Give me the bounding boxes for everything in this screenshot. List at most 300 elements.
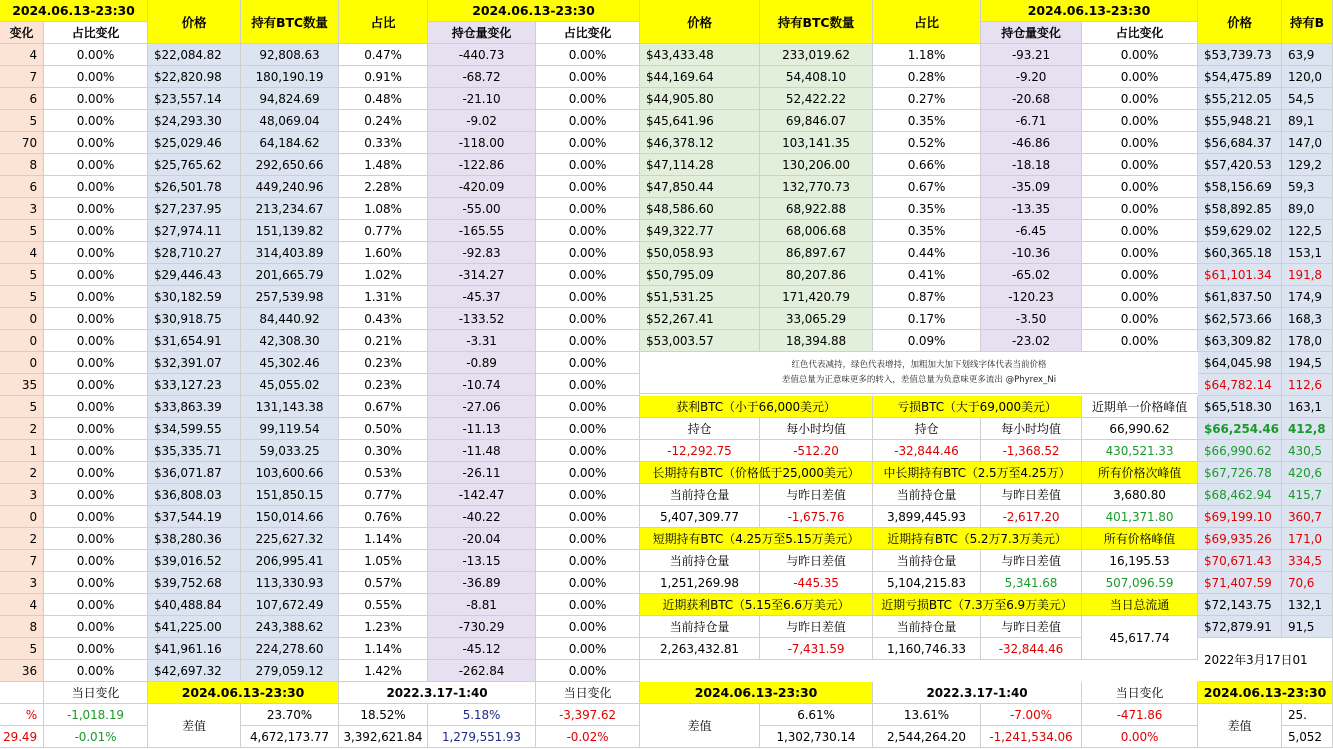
summary-value: 16,195.53	[1082, 550, 1198, 572]
price-cell: $39,016.52	[148, 550, 241, 572]
change-cell: -21.10	[428, 88, 536, 110]
header-pos-change: 持仓量变化	[981, 22, 1082, 44]
qty-cell: 45,302.46	[241, 352, 339, 374]
summary-value: -1,368.52	[981, 440, 1082, 462]
bottom-value: -1,018.19	[44, 704, 148, 726]
table-cell: 0.00%	[44, 264, 148, 286]
qty-cell: 86,897.67	[760, 242, 873, 264]
ratio-change-cell: 0.00%	[536, 198, 640, 220]
summary-value: -445.35	[760, 572, 873, 594]
summary-header: 获利BTC（小于66,000美元）	[640, 396, 873, 418]
change-cell: -45.12	[428, 638, 536, 660]
price-cell: $38,280.36	[148, 528, 241, 550]
table-cell: 0.00%	[44, 462, 148, 484]
qty-cell: 191,8	[1282, 264, 1333, 286]
summary-value: -512.20	[760, 440, 873, 462]
qty-cell: 112,6	[1282, 374, 1333, 396]
change-cell: -26.11	[428, 462, 536, 484]
qty-cell: 449,240.96	[241, 176, 339, 198]
table-cell: 0.00%	[44, 220, 148, 242]
summary-value: -12,292.75	[640, 440, 760, 462]
change-cell: -11.13	[428, 418, 536, 440]
bottom-value: 6.61%	[760, 704, 873, 726]
ratio-change-cell: 0.00%	[536, 154, 640, 176]
header-btc-qty: 持有B	[1282, 0, 1333, 44]
ratio-change-cell: 0.00%	[1082, 264, 1198, 286]
ratio-change-cell: 0.00%	[536, 88, 640, 110]
ratio-change-cell: 0.00%	[536, 418, 640, 440]
price-cell: $33,127.23	[148, 374, 241, 396]
ratio-change-cell: 0.00%	[1082, 198, 1198, 220]
change-cell: -18.18	[981, 154, 1082, 176]
table-cell: 0	[0, 308, 44, 330]
qty-cell: 147,0	[1282, 132, 1333, 154]
ratio-change-cell: 0.00%	[536, 616, 640, 638]
price-cell: $22,084.82	[148, 44, 241, 66]
change-cell: -6.45	[981, 220, 1082, 242]
price-cell: $43,433.48	[640, 44, 760, 66]
price-cell: $64,045.98	[1198, 352, 1282, 374]
ratio-cell: 0.52%	[873, 132, 981, 154]
summary-header: 长期持有BTC（价格低于25,000美元）	[640, 462, 873, 484]
summary-label: 持仓	[873, 418, 981, 440]
price-cell: $56,684.37	[1198, 132, 1282, 154]
summary-header: 所有价格次峰值	[1082, 462, 1198, 484]
price-cell: $67,726.78	[1198, 462, 1282, 484]
ratio-cell: 0.27%	[873, 88, 981, 110]
ratio-cell: 0.23%	[339, 374, 428, 396]
table-cell: 0.00%	[44, 550, 148, 572]
qty-cell: 174,9	[1282, 286, 1333, 308]
ratio-change-cell: 0.00%	[536, 132, 640, 154]
legend-note	[640, 352, 1198, 394]
table-cell: 4	[0, 44, 44, 66]
price-cell: $42,697.32	[148, 660, 241, 682]
qty-cell: 314,403.89	[241, 242, 339, 264]
qty-cell: 59,033.25	[241, 440, 339, 462]
price-cell: $53,003.57	[640, 330, 760, 352]
ratio-change-cell: 0.00%	[536, 264, 640, 286]
qty-cell: 129,2	[1282, 154, 1333, 176]
ratio-cell: 0.43%	[339, 308, 428, 330]
table-cell: 0.00%	[44, 352, 148, 374]
bottom-value: 23.70%	[241, 704, 339, 726]
note-line: 红色代表减持，绿色代表增持，加粗加大加下划线字体代表当前价格	[791, 360, 1047, 370]
table-cell: 0.00%	[44, 198, 148, 220]
summary-header: 中长期持有BTC（2.5万至4.25万）	[873, 462, 1082, 484]
qty-cell: 84,440.92	[241, 308, 339, 330]
summary-label: 每小时均值	[760, 418, 873, 440]
change-cell: -13.15	[428, 550, 536, 572]
header-btc-qty: 持有BTC数量	[241, 0, 339, 44]
price-cell: $70,671.43	[1198, 550, 1282, 572]
ratio-cell: 0.17%	[873, 308, 981, 330]
table-cell: 70	[0, 132, 44, 154]
table-cell: 0.00%	[44, 418, 148, 440]
change-cell: -9.20	[981, 66, 1082, 88]
qty-cell: 225,627.32	[241, 528, 339, 550]
table-cell: 2	[0, 462, 44, 484]
ratio-cell: 1.02%	[339, 264, 428, 286]
change-cell: -65.02	[981, 264, 1082, 286]
price-cell: $47,114.28	[640, 154, 760, 176]
ratio-cell: 0.44%	[873, 242, 981, 264]
header-ratio-change: 占比变化	[536, 22, 640, 44]
table-cell: 7	[0, 550, 44, 572]
qty-cell: 68,922.88	[760, 198, 873, 220]
ratio-change-cell: 0.00%	[536, 176, 640, 198]
table-cell: 6	[0, 88, 44, 110]
price-cell: $25,765.62	[148, 154, 241, 176]
qty-cell: 132,770.73	[760, 176, 873, 198]
price-cell: $26,501.78	[148, 176, 241, 198]
ratio-change-cell: 0.00%	[536, 594, 640, 616]
price-cell: $31,654.91	[148, 330, 241, 352]
ratio-change-cell: 0.00%	[1082, 308, 1198, 330]
summary-value: 45,617.74	[1082, 616, 1198, 660]
price-cell: $46,378.12	[640, 132, 760, 154]
bottom-value: -1,241,534.06	[981, 726, 1082, 748]
change-cell: -118.00	[428, 132, 536, 154]
summary-value: 401,371.80	[1082, 506, 1198, 528]
table-cell: 0.00%	[44, 484, 148, 506]
table-cell: 0.00%	[44, 616, 148, 638]
table-cell: 7	[0, 66, 44, 88]
qty-cell: 360,7	[1282, 506, 1333, 528]
price-cell: $66,254.46	[1198, 418, 1282, 440]
bottom-value: 13.61%	[873, 704, 981, 726]
ratio-cell: 0.35%	[873, 110, 981, 132]
ratio-cell: 1.31%	[339, 286, 428, 308]
qty-cell: 430,5	[1282, 440, 1333, 462]
change-cell: -93.21	[981, 44, 1082, 66]
ratio-change-cell: 0.00%	[536, 484, 640, 506]
qty-cell: 89,0	[1282, 198, 1333, 220]
table-cell: 0.00%	[44, 132, 148, 154]
summary-value: -7,431.59	[760, 638, 873, 660]
change-cell: -440.73	[428, 44, 536, 66]
qty-cell: 178,0	[1282, 330, 1333, 352]
change-cell: -45.37	[428, 286, 536, 308]
change-cell: -55.00	[428, 198, 536, 220]
qty-cell: 415,7	[1282, 484, 1333, 506]
ratio-cell: 0.24%	[339, 110, 428, 132]
qty-cell: 94,824.69	[241, 88, 339, 110]
ratio-change-cell: 0.00%	[536, 220, 640, 242]
qty-cell: 18,394.88	[760, 330, 873, 352]
table-cell: 4	[0, 594, 44, 616]
diff-label: 差值	[148, 704, 241, 748]
summary-value: 1,251,269.98	[640, 572, 760, 594]
price-cell: $61,101.34	[1198, 264, 1282, 286]
ratio-cell: 0.35%	[873, 220, 981, 242]
ratio-change-cell: 0.00%	[1082, 220, 1198, 242]
qty-cell: 163,1	[1282, 396, 1333, 418]
header-price: 价格	[148, 0, 241, 44]
ratio-change-cell: 0.00%	[536, 330, 640, 352]
table-cell: 0	[0, 330, 44, 352]
qty-cell: 233,019.62	[760, 44, 873, 66]
qty-cell: 70,6	[1282, 572, 1333, 594]
change-cell: -133.52	[428, 308, 536, 330]
price-cell: $68,462.94	[1198, 484, 1282, 506]
ratio-change-cell: 0.00%	[536, 286, 640, 308]
table-cell: 8	[0, 616, 44, 638]
table-cell: 5	[0, 396, 44, 418]
header-pos-change: 持仓量变化	[428, 22, 536, 44]
table-cell: 0.00%	[44, 572, 148, 594]
table-cell: 36	[0, 660, 44, 682]
table-cell: 0	[0, 352, 44, 374]
bottom-value: 25.	[1282, 704, 1333, 726]
ratio-cell: 0.48%	[339, 88, 428, 110]
header-timestamp: 2024.06.13-23:30	[981, 0, 1198, 22]
bottom-value: 2,544,264.20	[873, 726, 981, 748]
bottom-value: -0.02%	[536, 726, 640, 748]
ratio-change-cell: 0.00%	[536, 506, 640, 528]
table-cell: 0.00%	[44, 396, 148, 418]
price-cell: $60,365.18	[1198, 242, 1282, 264]
ratio-change-cell: 0.00%	[1082, 176, 1198, 198]
header-btc-qty: 持有BTC数量	[760, 0, 873, 44]
ratio-cell: 0.67%	[873, 176, 981, 198]
summary-label: 与昨日差值	[981, 550, 1082, 572]
table-cell: 0.00%	[44, 66, 148, 88]
table-cell: 5	[0, 638, 44, 660]
summary-value: 2,263,432.81	[640, 638, 760, 660]
summary-header: 所有价格峰值	[1082, 528, 1198, 550]
summary-label: 与昨日差值	[760, 550, 873, 572]
ratio-cell: 0.77%	[339, 484, 428, 506]
header-ratio-change: 占比变化	[44, 22, 148, 44]
change-cell: -13.35	[981, 198, 1082, 220]
summary-value: 66,990.62	[1082, 418, 1198, 440]
summary-label: 当前持仓量	[640, 550, 760, 572]
ratio-cell: 0.50%	[339, 418, 428, 440]
price-cell: $44,905.80	[640, 88, 760, 110]
ratio-cell: 0.91%	[339, 66, 428, 88]
ratio-change-cell: 0.00%	[1082, 132, 1198, 154]
ratio-change-cell: 0.00%	[536, 462, 640, 484]
qty-cell: 54,408.10	[760, 66, 873, 88]
ratio-change-cell: 0.00%	[536, 66, 640, 88]
price-cell: $58,156.69	[1198, 176, 1282, 198]
bottom-value: -7.00%	[981, 704, 1082, 726]
ratio-cell: 1.05%	[339, 550, 428, 572]
table-cell: 0.00%	[44, 660, 148, 682]
summary-header: 近期单一价格峰值	[1082, 396, 1198, 418]
change-cell: -68.72	[428, 66, 536, 88]
change-cell: -92.83	[428, 242, 536, 264]
summary-label: 与昨日差值	[760, 616, 873, 638]
summary-value: 5,341.68	[981, 572, 1082, 594]
summary-value: 507,096.59	[1082, 572, 1198, 594]
price-cell: $72,879.91	[1198, 616, 1282, 638]
bottom-value: 3,392,621.84	[339, 726, 428, 748]
table-cell: 0.00%	[44, 440, 148, 462]
ratio-cell: 0.57%	[339, 572, 428, 594]
change-cell: -8.81	[428, 594, 536, 616]
note-line: 差值总量为正意味更多的转入，差值总量为负意味更多流出 @Phyrex_Ni	[781, 375, 1057, 385]
ratio-change-cell: 0.00%	[536, 572, 640, 594]
price-cell: $39,752.68	[148, 572, 241, 594]
ratio-cell: 1.14%	[339, 638, 428, 660]
qty-cell: 171,0	[1282, 528, 1333, 550]
qty-cell: 103,141.35	[760, 132, 873, 154]
summary-header: 近期获利BTC（5.15至6.6万美元）	[640, 594, 873, 616]
summary-value: 3,899,445.93	[873, 506, 981, 528]
ratio-change-cell: 0.00%	[536, 308, 640, 330]
qty-cell: 412,8	[1282, 418, 1333, 440]
qty-cell: 68,006.68	[760, 220, 873, 242]
qty-cell: 243,388.62	[241, 616, 339, 638]
cell	[0, 682, 44, 704]
qty-cell: 150,014.66	[241, 506, 339, 528]
header-timestamp: 2024.06.13-23:30	[1198, 682, 1333, 704]
table-cell: 5	[0, 264, 44, 286]
price-cell: $41,961.16	[148, 638, 241, 660]
price-cell: $28,710.27	[148, 242, 241, 264]
table-cell: 3	[0, 198, 44, 220]
qty-cell: 334,5	[1282, 550, 1333, 572]
ratio-change-cell: 0.00%	[536, 242, 640, 264]
qty-cell: 107,672.49	[241, 594, 339, 616]
change-cell: -262.84	[428, 660, 536, 682]
table-cell: 2	[0, 528, 44, 550]
price-cell: $59,629.02	[1198, 220, 1282, 242]
table-cell: 0.00%	[44, 330, 148, 352]
table-cell: 35	[0, 374, 44, 396]
change-cell: -120.23	[981, 286, 1082, 308]
change-cell: -122.86	[428, 154, 536, 176]
summary-value: 1,160,746.33	[873, 638, 981, 660]
qty-cell: 279,059.12	[241, 660, 339, 682]
ratio-change-cell: 0.00%	[536, 660, 640, 682]
ratio-cell: 0.09%	[873, 330, 981, 352]
header-ratio-change: 占比变化	[1082, 22, 1198, 44]
qty-cell: 59,3	[1282, 176, 1333, 198]
ratio-cell: 0.55%	[339, 594, 428, 616]
price-cell: $34,599.55	[148, 418, 241, 440]
ratio-change-cell: 0.00%	[536, 638, 640, 660]
price-cell: $51,531.25	[640, 286, 760, 308]
change-cell: -10.36	[981, 242, 1082, 264]
table-cell: 0.00%	[44, 154, 148, 176]
qty-cell: 113,330.93	[241, 572, 339, 594]
change-cell: -165.55	[428, 220, 536, 242]
change-cell: -23.02	[981, 330, 1082, 352]
ratio-cell: 1.48%	[339, 154, 428, 176]
summary-value: -32,844.46	[981, 638, 1082, 660]
price-cell: $41,225.00	[148, 616, 241, 638]
diff-label: 差值	[1198, 704, 1282, 748]
table-cell: 0.00%	[44, 506, 148, 528]
price-cell: $49,322.77	[640, 220, 760, 242]
ratio-cell: 1.08%	[339, 198, 428, 220]
table-cell: 0	[0, 506, 44, 528]
qty-cell: 45,055.02	[241, 374, 339, 396]
ratio-cell: 1.42%	[339, 660, 428, 682]
qty-cell: 92,808.63	[241, 44, 339, 66]
header-date-2022: 2022.3.17-1:40	[339, 682, 536, 704]
summary-header: 近期亏损BTC（7.3万至6.9万美元）	[873, 594, 1082, 616]
ratio-change-cell: 0.00%	[536, 528, 640, 550]
table-cell: 0.00%	[44, 528, 148, 550]
table-cell: 0.00%	[44, 286, 148, 308]
qty-cell: 80,207.86	[760, 264, 873, 286]
price-cell: $45,641.96	[640, 110, 760, 132]
ratio-change-cell: 0.00%	[1082, 154, 1198, 176]
ratio-change-cell: 0.00%	[536, 352, 640, 374]
ratio-cell: 0.33%	[339, 132, 428, 154]
change-cell: -36.89	[428, 572, 536, 594]
change-cell: -20.04	[428, 528, 536, 550]
ratio-change-cell: 0.00%	[1082, 330, 1198, 352]
summary-header: 近期持有BTC（5.2万7.3万美元）	[873, 528, 1082, 550]
price-cell: $66,990.62	[1198, 440, 1282, 462]
header-timestamp: 2024.06.13-23:30	[148, 682, 339, 704]
summary-value: 430,521.33	[1082, 440, 1198, 462]
price-cell: $35,335.71	[148, 440, 241, 462]
header-price: 价格	[640, 0, 760, 44]
table-cell: 2	[0, 418, 44, 440]
summary-label: 与昨日差值	[981, 484, 1082, 506]
table-cell: 1	[0, 440, 44, 462]
qty-cell: 52,422.22	[760, 88, 873, 110]
price-cell: $71,407.59	[1198, 572, 1282, 594]
price-cell: $33,863.39	[148, 396, 241, 418]
qty-cell: 420,6	[1282, 462, 1333, 484]
qty-cell: 224,278.60	[241, 638, 339, 660]
qty-cell: 99,119.54	[241, 418, 339, 440]
price-cell: $58,892.85	[1198, 198, 1282, 220]
price-cell: $72,143.75	[1198, 594, 1282, 616]
table-cell: 3	[0, 572, 44, 594]
change-cell: -3.31	[428, 330, 536, 352]
bottom-value: 29.49	[0, 726, 44, 748]
summary-value: -2,617.20	[981, 506, 1082, 528]
bottom-value: 5,052	[1282, 726, 1333, 748]
day-change-label: 当日变化	[1082, 682, 1198, 704]
table-cell: 3	[0, 484, 44, 506]
ratio-cell: 0.77%	[339, 220, 428, 242]
table-cell: 0.00%	[44, 242, 148, 264]
price-cell: $22,820.98	[148, 66, 241, 88]
price-cell: $52,267.41	[640, 308, 760, 330]
table-cell: 0.00%	[44, 176, 148, 198]
price-cell: $47,850.44	[640, 176, 760, 198]
qty-cell: 171,420.79	[760, 286, 873, 308]
ratio-cell: 0.35%	[873, 198, 981, 220]
summary-header: 当日总流通	[1082, 594, 1198, 616]
bottom-value: 18.52%	[339, 704, 428, 726]
summary-label: 持仓	[640, 418, 760, 440]
summary-label: 当前持仓量	[873, 484, 981, 506]
ratio-change-cell: 0.00%	[1082, 44, 1198, 66]
price-cell: $27,974.11	[148, 220, 241, 242]
table-cell: 5	[0, 110, 44, 132]
ratio-cell: 0.23%	[339, 352, 428, 374]
ratio-change-cell: 0.00%	[536, 110, 640, 132]
ratio-cell: 0.87%	[873, 286, 981, 308]
ratio-cell: 1.14%	[339, 528, 428, 550]
qty-cell: 151,850.15	[241, 484, 339, 506]
ratio-cell: 1.23%	[339, 616, 428, 638]
price-cell: $62,573.66	[1198, 308, 1282, 330]
change-cell: -20.68	[981, 88, 1082, 110]
ratio-change-cell: 0.00%	[1082, 88, 1198, 110]
change-cell: -9.02	[428, 110, 536, 132]
